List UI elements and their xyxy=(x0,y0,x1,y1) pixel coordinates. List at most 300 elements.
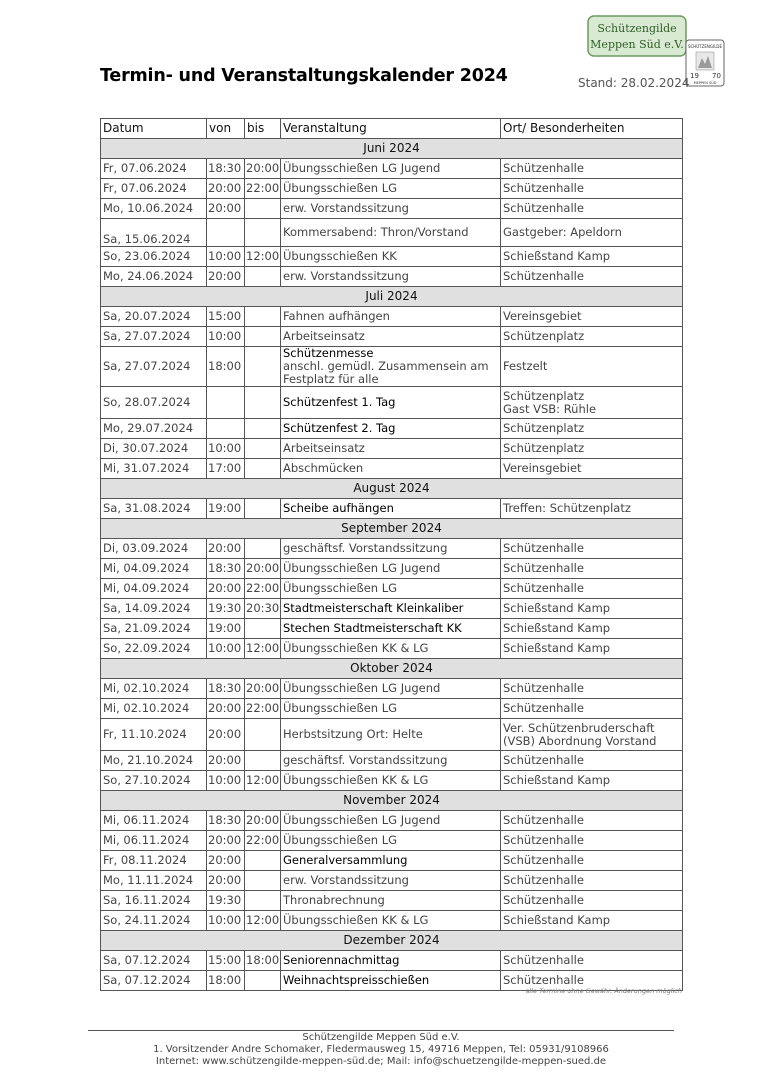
cell-bis xyxy=(245,911,281,931)
cell-date xyxy=(101,539,207,559)
cell-date xyxy=(101,267,207,287)
event-calendar-table xyxy=(100,118,683,991)
table-row xyxy=(101,327,683,347)
cell-date xyxy=(101,459,207,479)
cell-location-text: Schützenplatz xyxy=(503,421,585,435)
cell-date-text: Fr, 07.06.2024 xyxy=(103,181,187,195)
cell-von-text: 19:30 xyxy=(208,893,242,907)
cell-event xyxy=(281,179,501,199)
cell-bis-text: 20:00 xyxy=(246,813,280,827)
cell-date-text: Sa, 20.07.2024 xyxy=(103,309,191,323)
cell-von-text: 18:30 xyxy=(208,561,242,575)
cell-date xyxy=(101,159,207,179)
logo-seal-year-right: 70 xyxy=(712,72,721,80)
table-row xyxy=(101,419,683,439)
cell-von xyxy=(207,851,245,871)
month-label: November 2024 xyxy=(101,791,683,811)
cell-event xyxy=(281,219,501,247)
cell-event xyxy=(281,247,501,267)
footer-address: 1. Vorsitzender Andre Schomaker, Fledermausweg 15, 49716 Meppen, Tel: 05931/9108966 xyxy=(153,1044,609,1055)
cell-von-text: 20:00 xyxy=(208,873,242,887)
cell-event-text: Übungsschießen LG Jugend xyxy=(283,561,441,575)
cell-date-text: Mi, 31.07.2024 xyxy=(103,461,190,475)
cell-von-text: 15:00 xyxy=(208,309,242,323)
cell-location-text: Schützenhalle xyxy=(503,269,584,283)
cell-event xyxy=(281,459,501,479)
table-row xyxy=(101,911,683,931)
table-row xyxy=(101,619,683,639)
month-header-row xyxy=(101,479,683,499)
cell-bis-text: 20:00 xyxy=(246,161,280,175)
cell-von-text: 18:00 xyxy=(208,359,242,373)
cell-bis xyxy=(245,199,281,219)
cell-location xyxy=(501,719,683,751)
cell-event-text: Übungsschießen LG Jugend xyxy=(283,681,441,695)
cell-event-text: Übungsschießen KK xyxy=(283,249,397,263)
cell-von xyxy=(207,951,245,971)
cell-date-text: Mo, 24.06.2024 xyxy=(103,269,194,283)
cell-date-text: Mo, 29.07.2024 xyxy=(103,421,194,435)
cell-event xyxy=(281,771,501,791)
cell-date xyxy=(101,891,207,911)
cell-event xyxy=(281,639,501,659)
cell-event-text: Arbeitseinsatz xyxy=(283,329,365,343)
cell-von-text: 20:00 xyxy=(208,727,242,741)
table-header-row xyxy=(101,119,683,139)
cell-von-text: 18:30 xyxy=(208,813,242,827)
cell-event-subtext: anschl. gemüdl. Zusammensein am Festplatz für alle xyxy=(283,359,489,386)
cell-bis xyxy=(245,387,281,419)
cell-location-text: Schützenhalle xyxy=(503,753,584,767)
cell-location xyxy=(501,419,683,439)
table-row xyxy=(101,639,683,659)
stand-date: Stand: 28.02.2024 xyxy=(578,76,690,90)
cell-date xyxy=(101,911,207,931)
table-row xyxy=(101,851,683,871)
cell-location xyxy=(501,327,683,347)
cell-bis xyxy=(245,347,281,387)
cell-von xyxy=(207,559,245,579)
cell-event-text: Weihnachtspreisschießen xyxy=(283,973,430,987)
cell-event-text: Übungsschießen LG xyxy=(283,581,398,595)
cell-location-text: Schützenhalle xyxy=(503,953,584,967)
col-header-von: von xyxy=(207,119,245,139)
cell-von-text: 20:00 xyxy=(208,581,242,595)
cell-location-text: Schießstand Kamp xyxy=(503,249,611,263)
cell-location xyxy=(501,199,683,219)
footer-contact: Internet: www.schützengilde-meppen-süd.de; Mail: info@schuetzengilde-meppen-sued.de xyxy=(155,1056,607,1067)
cell-location-text: Schießstand Kamp xyxy=(503,621,611,635)
cell-location-text: Treffen: Schützenplatz xyxy=(503,501,631,515)
cell-bis-text: 12:00 xyxy=(246,641,280,655)
table-row xyxy=(101,811,683,831)
cell-location xyxy=(501,159,683,179)
cell-location-text: Schützenhalle xyxy=(503,973,584,987)
cell-von-text: 20:00 xyxy=(208,701,242,715)
cell-bis xyxy=(245,179,281,199)
cell-bis xyxy=(245,327,281,347)
cell-event-text: Abschmücken xyxy=(283,461,364,475)
cell-location xyxy=(501,871,683,891)
cell-date xyxy=(101,851,207,871)
cell-date xyxy=(101,719,207,751)
cell-date xyxy=(101,951,207,971)
cell-event-text: Seniorennachmittag xyxy=(283,953,400,967)
cell-date xyxy=(101,307,207,327)
cell-event xyxy=(281,499,501,519)
cell-bis xyxy=(245,459,281,479)
cell-location-text: Schützenhalle xyxy=(503,181,584,195)
cell-date xyxy=(101,619,207,639)
cell-location xyxy=(501,811,683,831)
cell-event-text: Übungsschießen KK & LG xyxy=(283,641,429,655)
cell-location xyxy=(501,219,683,247)
cell-date-text: Sa, 31.08.2024 xyxy=(103,501,191,515)
cell-location xyxy=(501,179,683,199)
cell-von-text: 18:00 xyxy=(208,973,242,987)
cell-von-text: 18:30 xyxy=(208,161,242,175)
cell-date-text: Sa, 21.09.2024 xyxy=(103,621,191,635)
cell-event-text: Übungsschießen LG xyxy=(283,833,398,847)
cell-bis xyxy=(245,811,281,831)
cell-bis xyxy=(245,599,281,619)
cell-event-text: Arbeitseinsatz xyxy=(283,441,365,455)
cell-von-text: 10:00 xyxy=(208,773,242,787)
cell-location-text: Schützenplatz xyxy=(503,329,585,343)
cell-date xyxy=(101,751,207,771)
cell-location-text: Schützenhalle xyxy=(503,833,584,847)
cell-von xyxy=(207,219,245,247)
cell-date-text: Mo, 21.10.2024 xyxy=(103,753,194,767)
cell-event-text: Übungsschießen LG Jugend xyxy=(283,813,441,827)
cell-von-text: 20:00 xyxy=(208,753,242,767)
cell-von xyxy=(207,599,245,619)
cell-von xyxy=(207,771,245,791)
cell-location-text: Schützenplatz xyxy=(503,388,585,403)
footer-club-name: Schützengilde Meppen Süd e.V. xyxy=(302,1032,460,1043)
cell-von-text: 17:00 xyxy=(208,461,242,475)
cell-date xyxy=(101,439,207,459)
cell-date-text: Sa, 15.06.2024 xyxy=(103,232,191,246)
cell-event xyxy=(281,267,501,287)
cell-event-text: Stechen Stadtmeisterschaft KK xyxy=(283,621,462,635)
cell-von xyxy=(207,247,245,267)
cell-event-text: erw. Vorstandssitzung xyxy=(283,873,409,887)
cell-von-text: 20:00 xyxy=(208,541,242,555)
cell-location-text: Vereinsgebiet xyxy=(503,309,582,323)
cell-location-text: Schießstand Kamp xyxy=(503,641,611,655)
cell-von-text: 19:30 xyxy=(208,601,242,615)
cell-date xyxy=(101,199,207,219)
cell-date-text: Mi, 06.11.2024 xyxy=(103,833,190,847)
cell-date-text: Sa, 16.11.2024 xyxy=(103,893,191,907)
cell-bis xyxy=(245,267,281,287)
month-label: Juni 2024 xyxy=(101,139,683,159)
cell-date xyxy=(101,347,207,387)
cell-location xyxy=(501,951,683,971)
cell-date xyxy=(101,831,207,851)
cell-event xyxy=(281,951,501,971)
cell-event xyxy=(281,851,501,871)
cell-von-text: 10:00 xyxy=(208,441,242,455)
cell-date xyxy=(101,679,207,699)
cell-bis xyxy=(245,159,281,179)
cell-event xyxy=(281,831,501,851)
cell-event xyxy=(281,439,501,459)
cell-event-text: Kommersabend: Thron/Vorstand xyxy=(283,225,469,239)
cell-bis-text: 18:00 xyxy=(246,953,280,967)
cell-event xyxy=(281,751,501,771)
cell-location-text: Schießstand Kamp xyxy=(503,601,611,615)
cell-location-text: Schützenhalle xyxy=(503,873,584,887)
cell-location-subtext: (VSB) Abordnung Vorstand xyxy=(503,733,657,748)
cell-location xyxy=(501,891,683,911)
cell-location xyxy=(501,911,683,931)
cell-event xyxy=(281,599,501,619)
logo-banner-line1: Schützengilde xyxy=(597,22,677,35)
cell-event-text: Übungsschießen LG Jugend xyxy=(283,161,441,175)
cell-bis-text: 22:00 xyxy=(246,701,280,715)
table-row xyxy=(101,719,683,751)
cell-date-text: Mi, 06.11.2024 xyxy=(103,813,190,827)
cell-von xyxy=(207,159,245,179)
cell-bis xyxy=(245,891,281,911)
cell-von xyxy=(207,719,245,751)
cell-von xyxy=(207,307,245,327)
col-header-location: Ort/ Besonderheiten xyxy=(501,119,683,139)
cell-date xyxy=(101,387,207,419)
cell-location xyxy=(501,831,683,851)
cell-date xyxy=(101,639,207,659)
cell-location-text: Schützenhalle xyxy=(503,893,584,907)
table-body xyxy=(101,139,683,991)
cell-von xyxy=(207,199,245,219)
cell-event xyxy=(281,679,501,699)
cell-von-text: 18:30 xyxy=(208,681,242,695)
cell-von-text: 20:00 xyxy=(208,833,242,847)
cell-von xyxy=(207,579,245,599)
table-row xyxy=(101,699,683,719)
cell-event xyxy=(281,699,501,719)
cell-date-text: So, 22.09.2024 xyxy=(103,641,191,655)
cell-date xyxy=(101,179,207,199)
cell-date-text: Sa, 27.07.2024 xyxy=(103,329,191,343)
cell-bis-text: 22:00 xyxy=(246,181,280,195)
cell-location xyxy=(501,679,683,699)
month-header-row xyxy=(101,139,683,159)
cell-location xyxy=(501,559,683,579)
cell-von xyxy=(207,267,245,287)
cell-location-text: Gastgeber: Apeldorn xyxy=(503,225,622,239)
cell-location xyxy=(501,619,683,639)
cell-bis xyxy=(245,559,281,579)
cell-von xyxy=(207,871,245,891)
cell-event xyxy=(281,619,501,639)
cell-event-text: erw. Vorstandssitzung xyxy=(283,201,409,215)
cell-location xyxy=(501,247,683,267)
cell-location xyxy=(501,347,683,387)
cell-location-text: Vereinsgebiet xyxy=(503,461,582,475)
cell-von xyxy=(207,679,245,699)
cell-date-text: Mi, 02.10.2024 xyxy=(103,701,190,715)
cell-date-text: Mo, 11.11.2024 xyxy=(103,873,194,887)
month-header-row xyxy=(101,659,683,679)
month-label: Oktober 2024 xyxy=(101,659,683,679)
month-label: August 2024 xyxy=(101,479,683,499)
footer-divider xyxy=(88,1030,674,1031)
month-label: Dezember 2024 xyxy=(101,931,683,951)
table-row xyxy=(101,199,683,219)
cell-date-text: Sa, 14.09.2024 xyxy=(103,601,191,615)
cell-event xyxy=(281,579,501,599)
cell-event xyxy=(281,387,501,419)
cell-bis xyxy=(245,539,281,559)
cell-bis xyxy=(245,579,281,599)
cell-event xyxy=(281,199,501,219)
cell-event xyxy=(281,811,501,831)
cell-bis-text: 12:00 xyxy=(246,773,280,787)
cell-date-text: So, 28.07.2024 xyxy=(103,395,191,409)
cell-location-text: Schützenhalle xyxy=(503,581,584,595)
cell-location xyxy=(501,699,683,719)
cell-date-text: So, 24.11.2024 xyxy=(103,913,191,927)
cell-von xyxy=(207,347,245,387)
table-row xyxy=(101,679,683,699)
cell-location-text: Schützenhalle xyxy=(503,701,584,715)
cell-event xyxy=(281,159,501,179)
cell-von xyxy=(207,459,245,479)
month-label: September 2024 xyxy=(101,519,683,539)
cell-bis xyxy=(245,419,281,439)
cell-location-text: Schützenhalle xyxy=(503,201,584,215)
cell-von-text: 19:00 xyxy=(208,501,242,515)
logo-seal-bottom: MEPPEN SÜD xyxy=(693,81,717,85)
cell-event-text: Übungsschießen LG xyxy=(283,701,398,715)
cell-location-text: Schützenhalle xyxy=(503,681,584,695)
cell-location-text: Schießstand Kamp xyxy=(503,773,611,787)
cell-event xyxy=(281,539,501,559)
cell-location xyxy=(501,851,683,871)
cell-von xyxy=(207,619,245,639)
cell-location-text: Schützenplatz xyxy=(503,441,585,455)
cell-event-text: Übungsschießen KK & LG xyxy=(283,913,429,927)
cell-von xyxy=(207,911,245,931)
cell-location xyxy=(501,539,683,559)
table-row xyxy=(101,247,683,267)
cell-event-text: Schützenmesse xyxy=(283,346,374,360)
cell-date xyxy=(101,327,207,347)
cell-date-text: Sa, 07.12.2024 xyxy=(103,953,191,967)
cell-von xyxy=(207,439,245,459)
cell-bis xyxy=(245,831,281,851)
table-row xyxy=(101,267,683,287)
cell-date-text: Sa, 07.12.2024 xyxy=(103,973,191,987)
table-row xyxy=(101,539,683,559)
cell-date-text: Fr, 11.10.2024 xyxy=(103,727,187,741)
table-row xyxy=(101,347,683,387)
footnote: alle Termine ohne Gewähr, Änderungen möglich xyxy=(525,987,682,995)
cell-bis xyxy=(245,679,281,699)
cell-location xyxy=(501,387,683,419)
cell-event-text: Schützenfest 2. Tag xyxy=(283,421,396,435)
cell-bis xyxy=(245,771,281,791)
month-label: Juli 2024 xyxy=(101,287,683,307)
cell-event xyxy=(281,719,501,751)
cell-event-text: Herbstsitzung Ort: Helte xyxy=(283,727,423,741)
cell-bis xyxy=(245,439,281,459)
cell-date-text: So, 23.06.2024 xyxy=(103,249,191,263)
col-header-bis: bis xyxy=(245,119,281,139)
logo-banner-line2: Meppen Süd e.V. xyxy=(590,38,684,51)
cell-location xyxy=(501,267,683,287)
cell-date-text: Fr, 08.11.2024 xyxy=(103,853,187,867)
cell-date xyxy=(101,599,207,619)
cell-location xyxy=(501,639,683,659)
col-header-event: Veranstaltung xyxy=(281,119,501,139)
cell-date-text: Fr, 07.06.2024 xyxy=(103,161,187,175)
cell-bis xyxy=(245,699,281,719)
table-row xyxy=(101,831,683,851)
cell-event-text: geschäftsf. Vorstandssitzung xyxy=(283,753,448,767)
cell-date xyxy=(101,579,207,599)
page-title: Termin- und Veranstaltungskalender 2024 xyxy=(100,66,508,86)
cell-von xyxy=(207,539,245,559)
cell-date xyxy=(101,771,207,791)
cell-von-text: 20:00 xyxy=(208,269,242,283)
cell-event xyxy=(281,307,501,327)
cell-von xyxy=(207,179,245,199)
table-row xyxy=(101,951,683,971)
cell-bis xyxy=(245,219,281,247)
cell-von-text: 10:00 xyxy=(208,329,242,343)
table-row xyxy=(101,439,683,459)
logo-seal-top: SCHÜTZENGILDE xyxy=(687,44,723,49)
cell-location xyxy=(501,599,683,619)
cell-von xyxy=(207,327,245,347)
cell-location xyxy=(501,579,683,599)
cell-von-text: 10:00 xyxy=(208,249,242,263)
cell-von xyxy=(207,699,245,719)
cell-von xyxy=(207,831,245,851)
cell-bis xyxy=(245,871,281,891)
cell-date-text: So, 27.10.2024 xyxy=(103,773,191,787)
cell-date xyxy=(101,811,207,831)
cell-bis-text: 20:00 xyxy=(246,561,280,575)
cell-bis xyxy=(245,307,281,327)
month-header-row xyxy=(101,519,683,539)
cell-von xyxy=(207,387,245,419)
cell-location-text: Schießstand Kamp xyxy=(503,913,611,927)
cell-event xyxy=(281,871,501,891)
cell-date xyxy=(101,559,207,579)
cell-von xyxy=(207,811,245,831)
cell-location xyxy=(501,439,683,459)
cell-bis-text: 22:00 xyxy=(246,833,280,847)
cell-event-text: Generalversammlung xyxy=(283,853,408,867)
table-row xyxy=(101,159,683,179)
cell-event-text: Schützenfest 1. Tag xyxy=(283,395,396,409)
table-row xyxy=(101,891,683,911)
cell-von-text: 15:00 xyxy=(208,953,242,967)
cell-von xyxy=(207,639,245,659)
cell-bis xyxy=(245,851,281,871)
cell-date-text: Sa, 27.07.2024 xyxy=(103,359,191,373)
table-row xyxy=(101,871,683,891)
table-row xyxy=(101,459,683,479)
table-row xyxy=(101,599,683,619)
cell-location-text: Schützenhalle xyxy=(503,561,584,575)
cell-location xyxy=(501,307,683,327)
